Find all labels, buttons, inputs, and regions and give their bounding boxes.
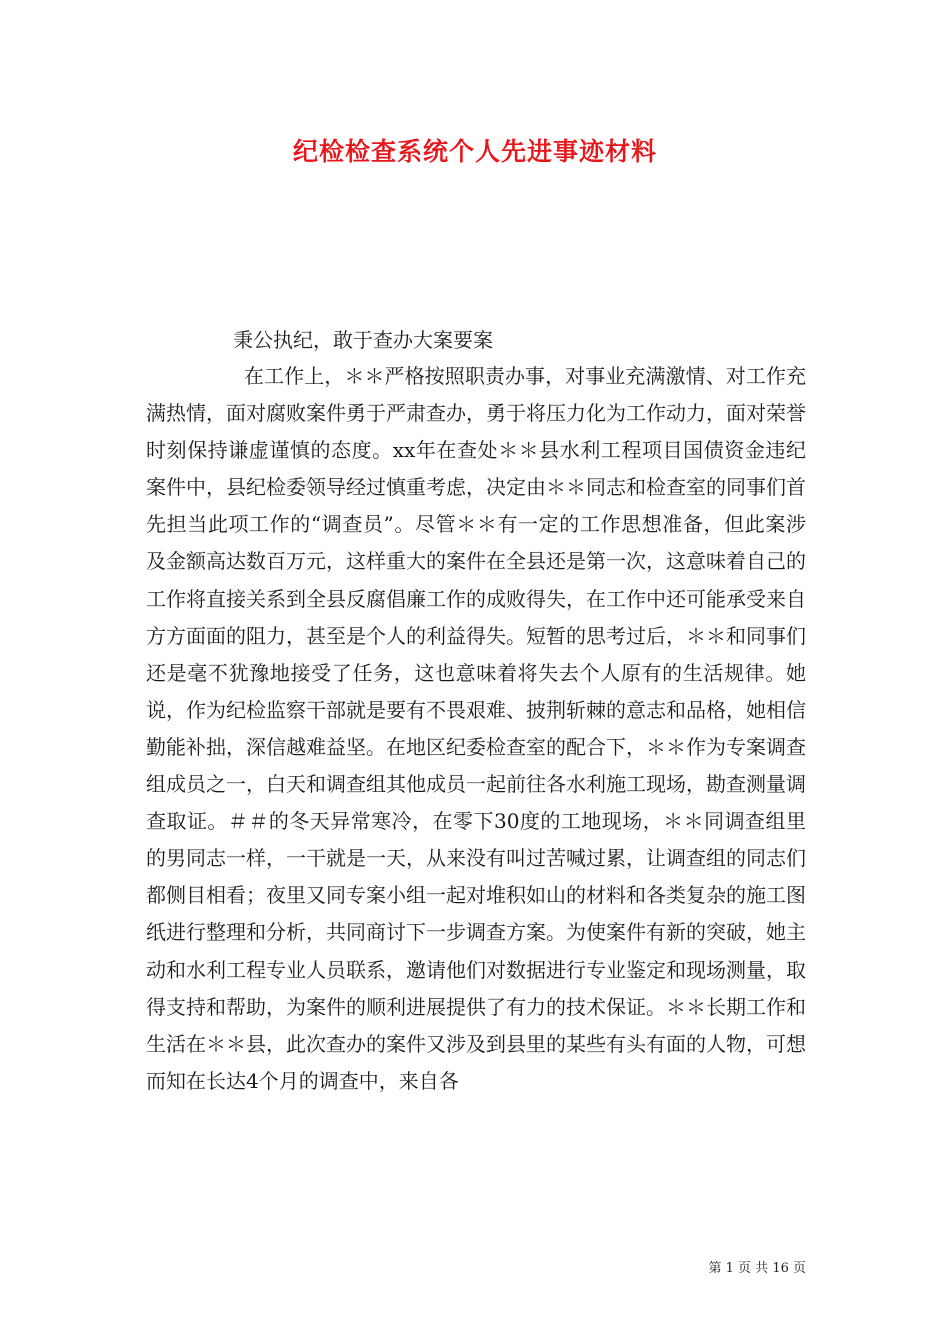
body-paragraph: 在工作上，＊＊严格按照职责办事，对事业充满激情、对工作充满热情，面对腐败案件勇于严肃查办，勇于将压力化为工作动力，面对荣誉时刻保持谦虚谨慎的态度。xx年在查处＊＊县水利工程项目国债资金违纪案件中，县纪检委领导经过慎重考虑，决定由＊＊同志和检查室的同事们首先担当此项工作的“调查员”。尽管＊＊有一定的工作思想准备，但此案涉及金额高达数百万元，这样重大的案件在全县还是第一次，这意味着自己的工作将直接关系到全县反腐倡廉工作的成败得失，在工作中还可能承受来自方方面面的阻力，甚至是个人的利益得失。短暂的思考过后，＊＊和同事们还是毫不犹豫地接受了任务，这也意味着将失去个人原有的生活规律。她说，作为纪检监察干部就是要有不畏艰难、披荆斩棘的意志和品格，她相信勤能补拙，深信越难益坚。在地区纪委检查室的配合下，＊＊作为专案调查组成员之一，白天和调查组其他成员一起前往各水利施工现场，勘查测量调查取证。＃＃的冬天异常寒冷，在零下30度的工地现场，＊＊同调查组里的男同志一样，一干就是一天，从来没有叫过苦喊过累，让调查组的同志们都侧目相看；夜里又同专案小组一起对堆积如山的材料和各类复杂的施工图纸进行整理和分析，共同商讨下一步调查方案。为使案件有新的突破，她主动和水利工程专业人员联系，邀请他们对数据进行专业鉴定和现场测量，取得支持和帮助，为案件的顺利进展提供了有力的技术保证。＊＊长期工作和生活在＊＊县，此次查办的案件又涉及到县里的某些有头有面的人物，可想而知在长达4个月的调查中，来自各 bbox=[146, 364, 806, 1093]
section-heading: 秉公执纪，敢于查办大案要案 bbox=[233, 328, 493, 352]
document-title: 纪检检查系统个人先进事迹材料 bbox=[292, 137, 657, 166]
page-number-footer: 第 1 页 共 16 页 bbox=[708, 1261, 806, 1276]
